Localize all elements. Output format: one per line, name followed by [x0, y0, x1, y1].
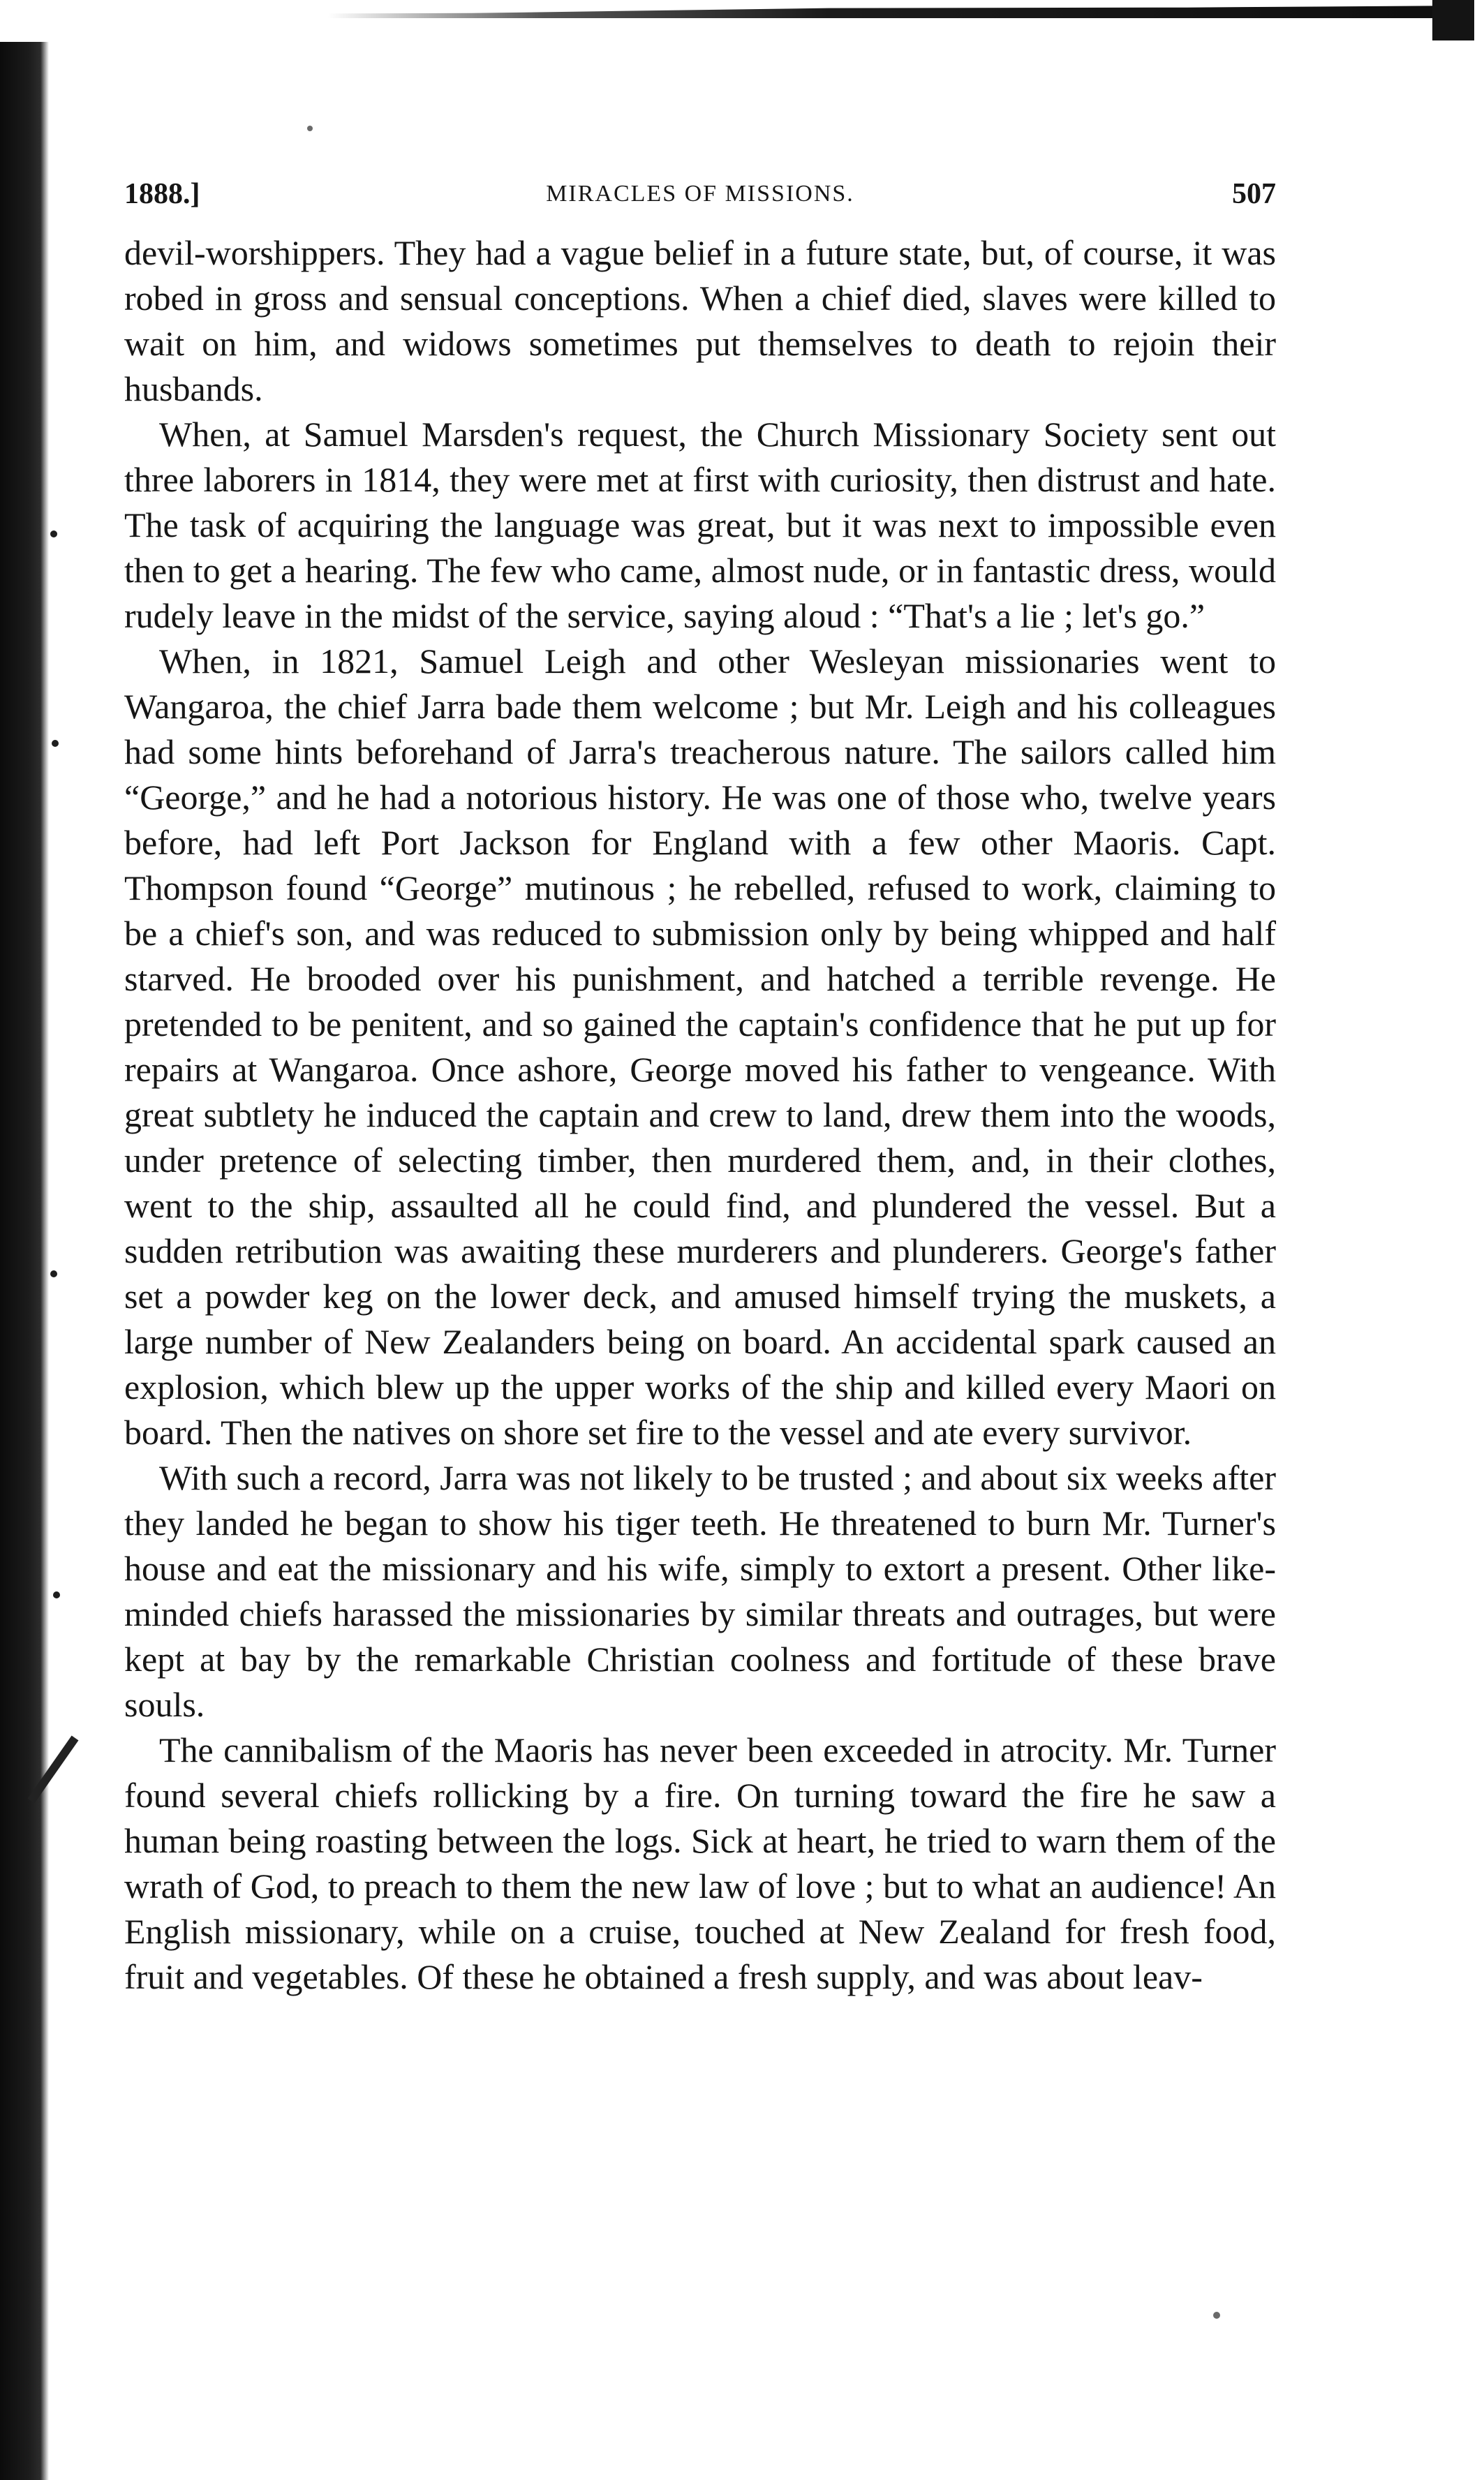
paragraph: The cannibalism of the Maoris has never been exceeded in atrocity. Mr. Turner found several chiefs rollicking by a fire. On turning toward the fire he saw a human being roasting between the logs. Sick at heart, he tried to warn them of the wrath of God, to preach to them the new law of love ; but to what an audience! An English missionary, while on a cruise, touched at New Zealand for fresh food, fruit and vegetables. Of these he obtained a fresh supply, and was about leav- [124, 1730, 1276, 1996]
binding-edge [0, 42, 49, 2480]
paragraph: When, in 1821, Samuel Leigh and other Wesleyan missionaries went to Wangaroa, the chief Jarra bade them welcome ; but Mr. Leigh and his colleagues had some hints beforehand of Jarra's treacherous nature. The sailors called him “George,” and he had a notorious history. He was one of those who, twelve years before, had left Port Jackson for England with a few other Maoris. Capt. Thompson found “George” mutinous ; he rebelled, refused to work, claiming to be a chief's son, and was reduced to submission only by being whipped and half starved. He brooded over his punishment, and hatched a terrible revenge. He pretended to be penitent, and so gained the captain's confidence that he put up for repairs at Wangaroa. Once ashore, George moved his father to vengeance. With great subtlety he induced the captain and crew to land, drew them into the woods, under pretence of selecting timber, then murdered them, and, in their clothes, went to the ship, assaulted all he could find, and plundered the vessel. But a sudden retribution was awaiting these murderers and plunderers. George's father set a powder keg on the lower deck, and amused himself trying the muskets, a large number of New Zealanders being on board. An accidental spark caused an explosion, which blew up the upper works of the ship and killed every Maori on board. Then the natives on shore set fire to the vessel and ate every survivor. [124, 641, 1276, 1452]
page-number: 507 [1232, 178, 1276, 210]
running-head-title: MIRACLES OF MISSIONS. [546, 181, 854, 207]
body-text [124, 230, 1276, 2000]
running-head [124, 173, 1276, 215]
ink-fleck [1213, 2312, 1220, 2319]
binding-speck [53, 1591, 60, 1598]
paragraph: With such a record, Jarra was not likely to be trusted ; and about six weeks after they landed he began to show his tiger teeth. He threatened to burn Mr. Turner's house and eat the missionary and his wife, simply to extort a present. Other like-minded chiefs harassed the missionaries by similar threats and outrages, but were kept at bay by the remarkable Christian coolness and fortitude of these brave souls. [124, 1458, 1276, 1724]
binding-speck [50, 530, 57, 537]
dark-top-corner [1432, 0, 1474, 40]
paragraph: devil-worshippers. They had a vague belief in a future state, but, of course, it was robed in gross and sensual conceptions. When a chief died, slaves were killed to wait on him, and widows sometimes put themselves to death to rejoin their husbands. [124, 233, 1276, 408]
ink-fleck [307, 126, 313, 131]
running-head-year: 1888.] [124, 178, 200, 210]
torn-top-edge [42, 6, 1473, 18]
binding-speck [52, 740, 59, 747]
paragraph: When, at Samuel Marsden's request, the Church Missionary Society sent out three laborers in 1814, they were met at first with curiosity, then distrust and hate. The task of acquiring the language was great, but it was next to impossible even then to get a hearing. The few who came, almost nude, or in fantastic dress, would rudely leave in the midst of the service, saying aloud : “That's a lie ; let's go.” [124, 415, 1276, 635]
binding-speck [50, 1270, 57, 1277]
